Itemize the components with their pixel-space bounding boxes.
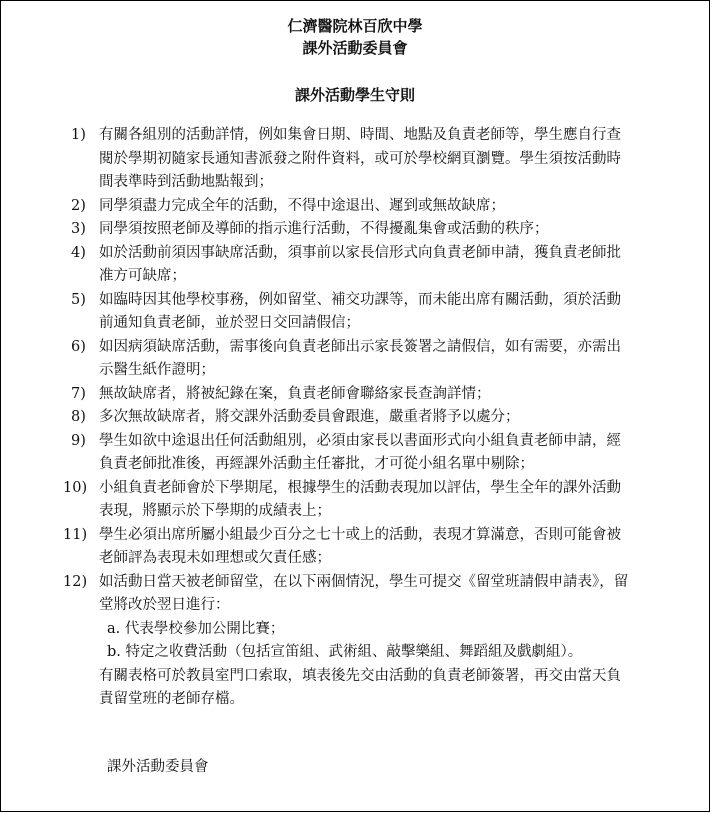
rule-item (1, 195, 709, 219)
rule-text: 無故缺席者，將被紀錄在案，負責老師會聯絡家長查詢詳情； (99, 385, 491, 402)
rule-text: 如臨時因其他學校事務，例如留堂、補交功課等，而未能出席有關活動，須於活動前通知負責老師，並於翌日交回請假信； (99, 291, 621, 331)
rule-text: 多次無故缺席者，將交課外活動委員會跟進，嚴重者將予以處分； (99, 409, 520, 425)
rule-text: 如因病須缺席活動，需事後向負責老師出示家長簽署之請假信，如有需要，亦需出示醫生紙作證明； (99, 338, 621, 378)
rule-item (1, 289, 709, 336)
rule-text: 學生必須出席所屬小組最少百分之七十或上的活動，表現才算滿意，否則可能會被老師評為表現未如理想或欠責任感； (99, 526, 621, 566)
rule-number: 3) (71, 221, 86, 237)
rule-item (1, 571, 709, 712)
rule-item (1, 242, 709, 289)
sub-item-label: b. (107, 644, 121, 660)
rule-item (1, 406, 709, 430)
rule-item (1, 383, 709, 407)
rule-number: 10) (63, 479, 88, 496)
rule-text: 同學須盡力完成全年的活動，不得中途退出、遲到或無故缺席； (99, 197, 505, 214)
rule-item (1, 218, 709, 242)
rule-item (1, 524, 709, 571)
rule-number: 6) (71, 338, 86, 355)
rule-text: 學生如欲中途退出任何活動組別，必須由家長以書面形式向小組負責老師申請，經負責老師批准後，再經課外活動主任審批，才可從小組名單中剔除； (99, 432, 621, 472)
rules-list (1, 124, 709, 712)
rule-number: 9) (71, 432, 86, 449)
rule-12-note: 有關表格可於教員室門口索取，填表後先交由活動的負責老師簽署，再交由當天負責留堂班的老師存檔。 (99, 667, 621, 707)
sub-item-text: 特定之收費活動（包括宣笛組、武術組、敲擊樂組、舞蹈組及戲劇組）。 (125, 644, 583, 660)
committee-name: 課外活動委員會 (302, 39, 408, 57)
rule-text: 如活動日當天被老師留堂，在以下兩個情況，學生可提交《留堂班請假申請表》，留堂將改於翌日進行： (99, 573, 629, 613)
rule-item (1, 124, 709, 195)
rule-text: 如於活動前須因事缺席活動，須事前以家長信形式向負責老師申請，獲負責老師批准方可缺席； (99, 244, 621, 284)
rule-12-subitems (99, 618, 631, 712)
rule-number: 2) (71, 197, 86, 214)
rule-text: 有關各組別的活動詳情，例如集會日期、時間、地點及負責老師等，學生應自行查閱於學期初隨家長通知書派發之附件資料，或可於學校網頁瀏覽。學生須按活動時間表準時到活動地點報到； (99, 127, 621, 190)
rule-item (1, 336, 709, 383)
rule-number: 7) (71, 385, 86, 402)
rule-text: 同學須按照老師及導師的指示進行活動，不得擾亂集會或活動的秩序； (99, 221, 549, 237)
rule-item (1, 430, 709, 477)
rule-text: 小組負責老師會於下學期尾，根據學生的活動表現加以評估，學生全年的課外活動表現，將顯示於下學期的成績表上； (99, 479, 621, 519)
sub-item (99, 641, 631, 665)
rule-number: 5) (71, 291, 86, 308)
document-title: 課外活動學生守則 (294, 86, 415, 104)
school-name: 仁濟醫院林百欣中學 (287, 17, 423, 35)
sub-item-label: a. (107, 620, 121, 637)
rule-number: 12) (63, 573, 88, 590)
sub-item-text: 代表學校參加公開比賽； (124, 620, 285, 637)
rule-item (1, 477, 709, 524)
sub-item (99, 618, 631, 642)
rule-number: 1) (71, 127, 86, 143)
rule-number: 8) (71, 409, 86, 425)
signature-committee: 課外活動委員會 (107, 759, 209, 775)
rule-number: 4) (71, 244, 86, 261)
rule-number: 11) (63, 526, 88, 543)
